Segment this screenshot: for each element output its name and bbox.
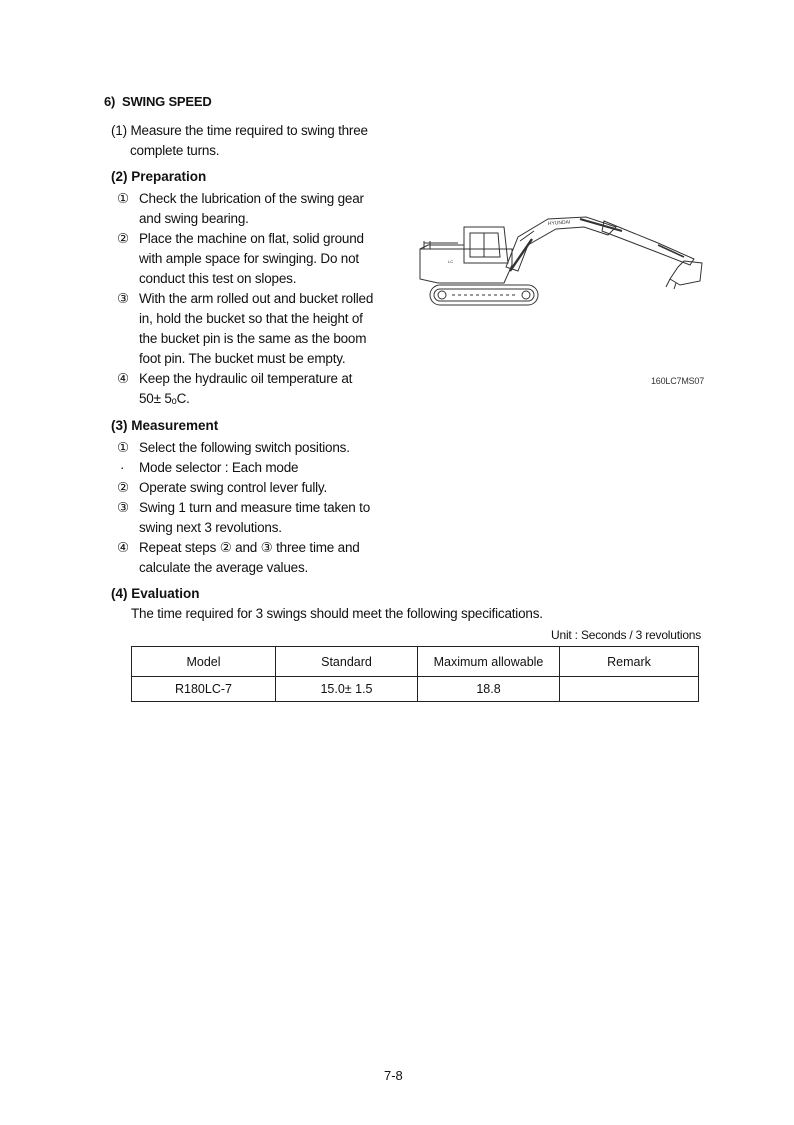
column-header: Remark [560, 647, 699, 677]
preparation-item [117, 189, 379, 229]
table-cell [560, 677, 699, 702]
item-line: in, hold the bucket so that the height of [139, 311, 363, 326]
intro-paragraph [111, 121, 368, 161]
item-marker: ② [117, 231, 129, 246]
item-line: the bucket pin is the same as the boom [139, 331, 367, 346]
column-header: Maximum allowable [418, 647, 560, 677]
item-line: With the arm rolled out and bucket rolled [139, 291, 374, 306]
measurement-item [117, 438, 379, 458]
item-line: swing next 3 revolutions. [139, 520, 282, 535]
item-line: foot pin. The bucket must be empty. [139, 351, 346, 366]
item-marker: ④ [117, 540, 129, 555]
item-line: Place the machine on flat, solid ground [139, 231, 364, 246]
intro-line-2: complete turns. [130, 143, 220, 158]
excavator-illustration [408, 205, 708, 310]
item-marker: ① [117, 191, 129, 206]
section-number: 6) [104, 94, 116, 109]
item-line: 50± 5ₒC. [139, 391, 190, 406]
table-cell: R180LC-7 [132, 677, 276, 702]
svg-text:HYUNDAI: HYUNDAI [547, 219, 571, 227]
section-heading [104, 94, 212, 109]
spec-table [131, 646, 699, 702]
measurement-list [117, 438, 379, 578]
preparation-heading: (2) Preparation [111, 169, 207, 184]
table-row [132, 677, 699, 702]
measurement-item [117, 458, 379, 478]
table-cell: 15.0± 1.5 [276, 677, 418, 702]
item-line: Repeat steps ② and ③ three time and [139, 540, 360, 555]
item-marker: ① [117, 440, 129, 455]
item-marker: ③ [117, 500, 129, 515]
section-title: SWING SPEED [122, 94, 212, 109]
bullet-dot: · [120, 460, 125, 475]
item-line: conduct this test on slopes. [139, 271, 297, 286]
table-cell: 18.8 [418, 677, 560, 702]
intro-number: (1) [111, 123, 127, 138]
unit-label: Unit : Seconds / 3 revolutions [551, 628, 702, 642]
table-header-row [132, 647, 699, 677]
item-line: with ample space for swinging. Do not [139, 251, 359, 266]
item-marker: ② [117, 480, 129, 495]
evaluation-heading: (4) Evaluation [111, 586, 200, 601]
item-line: and swing bearing. [139, 211, 249, 226]
item-line: Select the following switch positions. [139, 440, 350, 455]
item-line: Check the lubrication of the swing gear [139, 191, 364, 206]
page-number: 7-8 [384, 1068, 403, 1083]
measurement-item [117, 478, 379, 498]
figure-caption: 160LC7MS07 [651, 376, 705, 386]
measurement-item [117, 538, 379, 578]
preparation-item [117, 289, 379, 369]
preparation-list [117, 189, 379, 409]
preparation-item [117, 369, 379, 409]
item-line: calculate the average values. [139, 560, 309, 575]
item-line: Operate swing control lever fully. [139, 480, 328, 495]
column-header: Standard [276, 647, 418, 677]
evaluation-text: The time required for 3 swings should meet the following specifications. [131, 606, 543, 621]
item-line: Keep the hydraulic oil temperature at [139, 371, 353, 386]
item-marker: ③ [117, 291, 129, 306]
item-marker: ④ [117, 371, 129, 386]
measurement-heading: (3) Measurement [111, 418, 219, 433]
item-line: Swing 1 turn and measure time taken to [139, 500, 371, 515]
item-line: Mode selector : Each mode [139, 460, 299, 475]
preparation-item [117, 229, 379, 289]
measurement-item [117, 498, 379, 538]
column-header: Model [132, 647, 276, 677]
intro-line-1: Measure the time required to swing three [130, 123, 368, 138]
svg-text:LC: LC [448, 259, 454, 264]
